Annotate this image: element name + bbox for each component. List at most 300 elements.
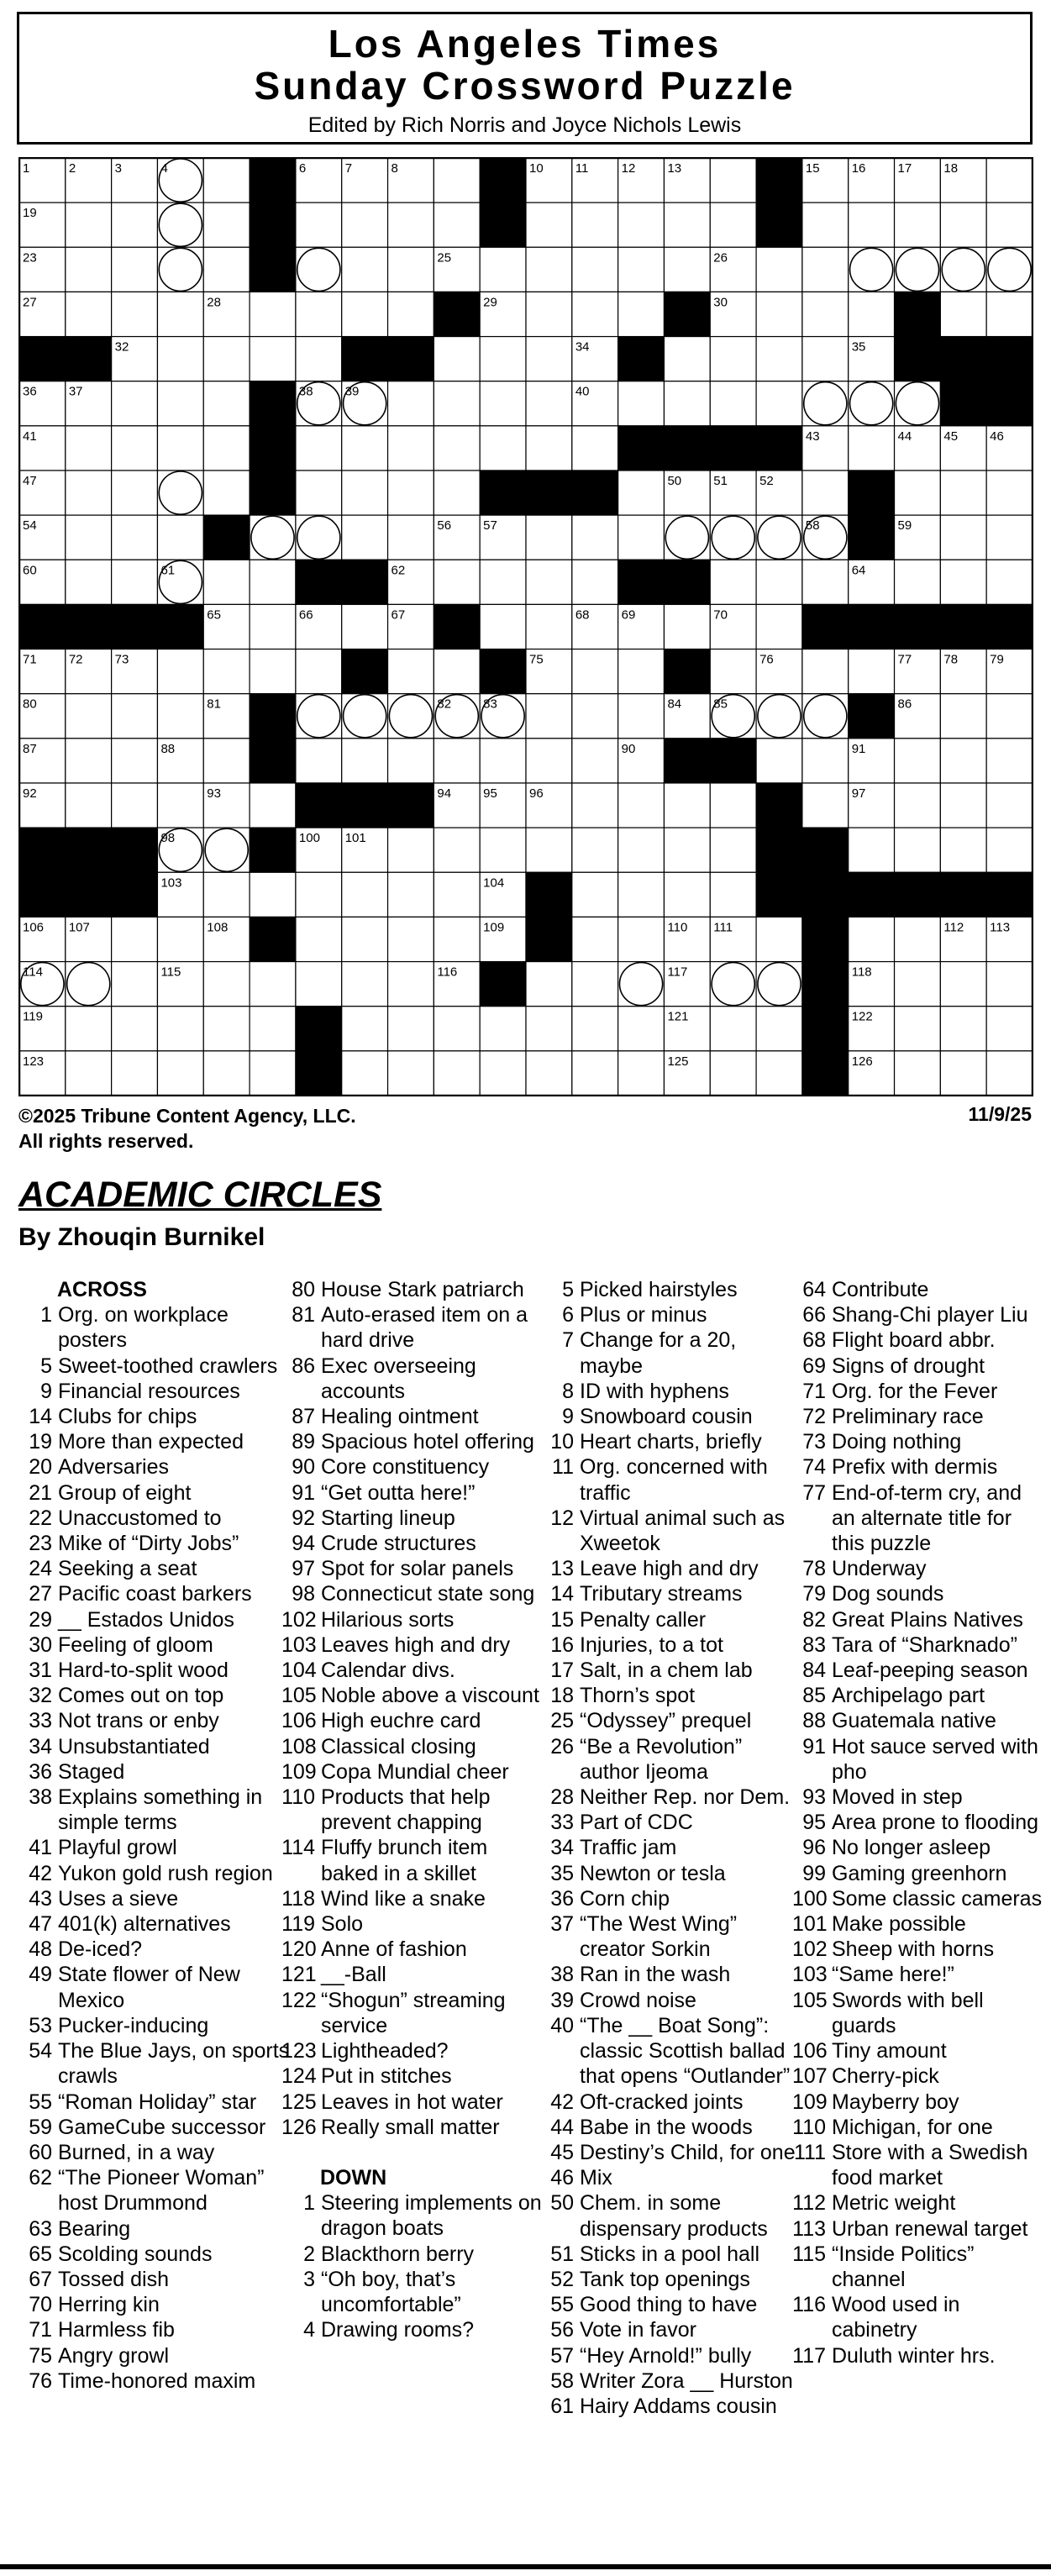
grid-cell[interactable] bbox=[710, 828, 756, 872]
grid-cell[interactable] bbox=[434, 649, 480, 694]
grid-cell[interactable] bbox=[66, 202, 112, 247]
grid-cell[interactable] bbox=[526, 515, 572, 560]
grid-cell[interactable] bbox=[342, 426, 388, 471]
grid-cell[interactable] bbox=[66, 694, 112, 739]
grid-cell[interactable] bbox=[526, 604, 572, 649]
grid-cell[interactable] bbox=[480, 1007, 526, 1051]
grid-cell[interactable] bbox=[388, 202, 434, 247]
grid-cell[interactable] bbox=[986, 202, 1033, 247]
grid-cell[interactable] bbox=[342, 962, 388, 1007]
grid-cell[interactable] bbox=[480, 1051, 526, 1096]
black-square bbox=[19, 337, 66, 381]
grid-cell[interactable] bbox=[250, 1007, 296, 1051]
grid-cell[interactable] bbox=[618, 649, 665, 694]
grid-cell[interactable] bbox=[342, 694, 388, 739]
grid-cell[interactable] bbox=[895, 917, 941, 961]
grid-cell[interactable] bbox=[250, 604, 296, 649]
grid-cell[interactable] bbox=[296, 649, 342, 694]
clue-text: Bearing bbox=[58, 2216, 131, 2241]
grid-cell[interactable] bbox=[157, 292, 203, 336]
grid-cell[interactable] bbox=[618, 694, 665, 739]
grid-cell[interactable] bbox=[112, 202, 158, 247]
grid-cell[interactable] bbox=[526, 1051, 572, 1096]
grid-cell[interactable] bbox=[710, 1051, 756, 1096]
grid-cell[interactable] bbox=[986, 1051, 1033, 1096]
grid-cell[interactable] bbox=[203, 560, 250, 604]
grid-cell[interactable] bbox=[756, 515, 802, 560]
grid-cell[interactable] bbox=[802, 337, 849, 381]
grid-cell[interactable] bbox=[157, 426, 203, 471]
grid-cell[interactable] bbox=[618, 292, 665, 336]
grid-cell[interactable] bbox=[296, 202, 342, 247]
clue-item bbox=[540, 1379, 801, 1404]
clue-item bbox=[792, 1379, 1044, 1404]
grid-cell[interactable] bbox=[986, 560, 1033, 604]
grid-cell[interactable] bbox=[756, 560, 802, 604]
grid-cell[interactable] bbox=[986, 247, 1033, 292]
grid-cell[interactable] bbox=[618, 515, 665, 560]
grid-cell[interactable] bbox=[618, 872, 665, 917]
clue-text: “Get outta here!” bbox=[321, 1480, 476, 1505]
grid-cell[interactable] bbox=[986, 962, 1033, 1007]
grid-cell[interactable] bbox=[157, 381, 203, 426]
grid-cell[interactable] bbox=[112, 1007, 158, 1051]
grid-cell[interactable] bbox=[250, 872, 296, 917]
grid-cell[interactable] bbox=[986, 515, 1033, 560]
grid-cell[interactable] bbox=[157, 337, 203, 381]
grid-cell[interactable] bbox=[157, 515, 203, 560]
grid-cell[interactable] bbox=[618, 962, 665, 1007]
grid-cell[interactable] bbox=[664, 202, 710, 247]
grid-cell[interactable] bbox=[434, 337, 480, 381]
grid-cell[interactable] bbox=[203, 471, 250, 515]
grid-cell[interactable] bbox=[940, 202, 986, 247]
grid-cell[interactable] bbox=[849, 828, 895, 872]
grid-cell[interactable] bbox=[203, 1007, 250, 1051]
grid-cell[interactable] bbox=[895, 962, 941, 1007]
grid-cell[interactable] bbox=[618, 828, 665, 872]
grid-cell[interactable] bbox=[849, 917, 895, 961]
grid-cell[interactable] bbox=[250, 783, 296, 828]
grid-cell[interactable] bbox=[342, 471, 388, 515]
grid-cell[interactable] bbox=[802, 783, 849, 828]
crossword-grid[interactable] bbox=[18, 157, 1033, 1096]
grid-cell[interactable] bbox=[756, 1007, 802, 1051]
grid-cell[interactable] bbox=[66, 515, 112, 560]
clue-item bbox=[281, 1734, 550, 1759]
grid-cell[interactable] bbox=[802, 560, 849, 604]
grid-cell[interactable] bbox=[388, 828, 434, 872]
grid-cell[interactable] bbox=[710, 560, 756, 604]
grid-cell[interactable] bbox=[342, 1051, 388, 1096]
grid-cell[interactable] bbox=[756, 292, 802, 336]
grid-cell[interactable] bbox=[342, 515, 388, 560]
grid-cell[interactable] bbox=[66, 426, 112, 471]
clue-text: Great Plains Natives bbox=[832, 1607, 1023, 1632]
grid-cell[interactable] bbox=[157, 1007, 203, 1051]
grid-cell[interactable] bbox=[986, 158, 1033, 202]
grid-cell[interactable] bbox=[572, 694, 618, 739]
grid-cell[interactable] bbox=[296, 694, 342, 739]
grid-cell[interactable] bbox=[526, 381, 572, 426]
clue-item bbox=[792, 2038, 1044, 2063]
grid-cell[interactable] bbox=[342, 1007, 388, 1051]
grid-cell[interactable] bbox=[112, 426, 158, 471]
clue-number: 91 bbox=[802, 1734, 826, 1759]
grid-cell[interactable] bbox=[342, 247, 388, 292]
grid-cell[interactable] bbox=[756, 917, 802, 961]
grid-cell[interactable] bbox=[802, 471, 849, 515]
clue-number: 38 bbox=[550, 1963, 574, 1987]
grid-cell[interactable] bbox=[388, 515, 434, 560]
grid-cell[interactable] bbox=[572, 828, 618, 872]
grid-cell[interactable] bbox=[388, 649, 434, 694]
grid-cell[interactable] bbox=[480, 426, 526, 471]
grid-cell[interactable] bbox=[849, 381, 895, 426]
grid-cell[interactable] bbox=[710, 337, 756, 381]
grid-cell[interactable] bbox=[710, 202, 756, 247]
grid-cell[interactable] bbox=[388, 1051, 434, 1096]
grid-cell[interactable] bbox=[203, 337, 250, 381]
grid-cell[interactable] bbox=[618, 202, 665, 247]
grid-cell[interactable] bbox=[986, 471, 1033, 515]
grid-cell[interactable] bbox=[895, 828, 941, 872]
grid-cell[interactable] bbox=[802, 247, 849, 292]
grid-cell[interactable] bbox=[710, 783, 756, 828]
grid-cell[interactable] bbox=[940, 694, 986, 739]
grid-cell[interactable] bbox=[157, 917, 203, 961]
grid-cell[interactable] bbox=[710, 515, 756, 560]
grid-cell[interactable] bbox=[895, 247, 941, 292]
grid-cell[interactable] bbox=[203, 158, 250, 202]
grid-cell[interactable] bbox=[157, 1051, 203, 1096]
grid-cell[interactable] bbox=[664, 381, 710, 426]
grid-cell[interactable] bbox=[112, 962, 158, 1007]
grid-cell[interactable] bbox=[203, 1051, 250, 1096]
grid-cell[interactable] bbox=[203, 247, 250, 292]
grid-cell[interactable] bbox=[895, 202, 941, 247]
grid-cell[interactable] bbox=[986, 292, 1033, 336]
grid-cell[interactable] bbox=[434, 471, 480, 515]
grid-cell[interactable] bbox=[66, 471, 112, 515]
grid-cell[interactable] bbox=[388, 739, 434, 783]
grid-cell[interactable] bbox=[112, 783, 158, 828]
grid-cell[interactable] bbox=[802, 202, 849, 247]
grid-cell[interactable] bbox=[572, 292, 618, 336]
grid-cell[interactable] bbox=[112, 292, 158, 336]
grid-cell[interactable] bbox=[526, 292, 572, 336]
grid-cell[interactable] bbox=[112, 381, 158, 426]
grid-cell[interactable] bbox=[710, 381, 756, 426]
grid-cell[interactable] bbox=[756, 962, 802, 1007]
grid-cell[interactable] bbox=[203, 739, 250, 783]
grid-cell[interactable] bbox=[66, 247, 112, 292]
grid-cell[interactable] bbox=[895, 560, 941, 604]
grid-cell[interactable] bbox=[664, 872, 710, 917]
grid-cell[interactable] bbox=[66, 783, 112, 828]
grid-cell[interactable] bbox=[296, 471, 342, 515]
grid-cell[interactable] bbox=[895, 381, 941, 426]
grid-cell[interactable] bbox=[802, 649, 849, 694]
grid-cell[interactable] bbox=[203, 649, 250, 694]
grid-cell[interactable] bbox=[203, 426, 250, 471]
grid-cell[interactable] bbox=[388, 381, 434, 426]
grid-cell[interactable] bbox=[250, 560, 296, 604]
clue-number: 30 bbox=[29, 1632, 52, 1657]
grid-cell[interactable] bbox=[802, 292, 849, 336]
grid-cell[interactable] bbox=[157, 202, 203, 247]
grid-cell[interactable] bbox=[66, 292, 112, 336]
grid-cell[interactable] bbox=[940, 471, 986, 515]
grid-cell[interactable] bbox=[572, 783, 618, 828]
grid-cell[interactable] bbox=[664, 337, 710, 381]
grid-cell[interactable] bbox=[710, 1007, 756, 1051]
cell-number: 6 bbox=[298, 161, 307, 176]
down-heading: DOWN bbox=[320, 2165, 387, 2190]
clue-number: 49 bbox=[29, 1963, 52, 1987]
grid-cell[interactable] bbox=[203, 202, 250, 247]
grid-cell[interactable] bbox=[203, 962, 250, 1007]
grid-cell[interactable] bbox=[895, 783, 941, 828]
grid-cell[interactable] bbox=[342, 202, 388, 247]
grid-cell[interactable] bbox=[434, 426, 480, 471]
grid-cell[interactable] bbox=[895, 1007, 941, 1051]
grid-cell[interactable] bbox=[526, 1007, 572, 1051]
grid-cell[interactable] bbox=[112, 515, 158, 560]
grid-cell[interactable] bbox=[388, 247, 434, 292]
grid-cell[interactable] bbox=[434, 872, 480, 917]
grid-cell[interactable] bbox=[756, 381, 802, 426]
grid-cell[interactable] bbox=[388, 962, 434, 1007]
grid-cell[interactable] bbox=[756, 247, 802, 292]
grid-cell[interactable] bbox=[940, 828, 986, 872]
grid-cell[interactable] bbox=[342, 604, 388, 649]
grid-cell[interactable] bbox=[849, 292, 895, 336]
grid-cell[interactable] bbox=[296, 739, 342, 783]
grid-cell[interactable] bbox=[388, 917, 434, 961]
grid-cell[interactable] bbox=[296, 426, 342, 471]
grid-cell[interactable] bbox=[434, 739, 480, 783]
grid-cell[interactable] bbox=[296, 962, 342, 1007]
grid-cell[interactable] bbox=[480, 560, 526, 604]
puzzle-series-title: Sunday Crossword Puzzle bbox=[254, 64, 796, 108]
grid-cell[interactable] bbox=[572, 560, 618, 604]
grid-cell[interactable] bbox=[203, 828, 250, 872]
grid-cell[interactable] bbox=[572, 202, 618, 247]
grid-cell[interactable] bbox=[112, 694, 158, 739]
grid-cell[interactable] bbox=[388, 471, 434, 515]
grid-cell[interactable] bbox=[480, 381, 526, 426]
grid-cell[interactable] bbox=[986, 694, 1033, 739]
grid-cell[interactable] bbox=[480, 739, 526, 783]
grid-cell[interactable] bbox=[342, 739, 388, 783]
grid-cell[interactable] bbox=[618, 1007, 665, 1051]
grid-cell[interactable] bbox=[618, 381, 665, 426]
grid-cell[interactable] bbox=[572, 962, 618, 1007]
grid-cell[interactable] bbox=[434, 158, 480, 202]
grid-cell[interactable] bbox=[434, 828, 480, 872]
grid-cell[interactable] bbox=[434, 1051, 480, 1096]
grid-cell[interactable] bbox=[710, 962, 756, 1007]
grid-cell[interactable] bbox=[756, 337, 802, 381]
grid-cell[interactable] bbox=[66, 1007, 112, 1051]
grid-cell[interactable] bbox=[572, 872, 618, 917]
black-square bbox=[296, 560, 342, 604]
grid-cell[interactable] bbox=[849, 247, 895, 292]
grid-cell[interactable] bbox=[756, 739, 802, 783]
grid-cell[interactable] bbox=[572, 739, 618, 783]
grid-cell[interactable] bbox=[112, 560, 158, 604]
grid-cell[interactable] bbox=[250, 1051, 296, 1096]
grid-cell[interactable] bbox=[572, 426, 618, 471]
grid-cell[interactable] bbox=[526, 962, 572, 1007]
grid-cell[interactable] bbox=[618, 1051, 665, 1096]
grid-cell[interactable] bbox=[112, 917, 158, 961]
grid-cell[interactable] bbox=[572, 515, 618, 560]
grid-cell[interactable] bbox=[526, 426, 572, 471]
grid-cell[interactable] bbox=[296, 292, 342, 336]
grid-cell[interactable] bbox=[572, 649, 618, 694]
grid-cell[interactable] bbox=[940, 962, 986, 1007]
grid-cell[interactable] bbox=[434, 202, 480, 247]
grid-cell[interactable] bbox=[112, 247, 158, 292]
grid-cell[interactable] bbox=[710, 158, 756, 202]
grid-cell[interactable] bbox=[250, 515, 296, 560]
grid-cell[interactable] bbox=[296, 872, 342, 917]
clue-number: 120 bbox=[281, 1937, 317, 1962]
cell-number: 19 bbox=[23, 206, 37, 221]
grid-cell[interactable] bbox=[434, 1007, 480, 1051]
grid-cell[interactable] bbox=[940, 1007, 986, 1051]
grid-cell[interactable] bbox=[342, 872, 388, 917]
grid-cell[interactable] bbox=[986, 783, 1033, 828]
grid-cell[interactable] bbox=[526, 202, 572, 247]
grid-cell[interactable] bbox=[66, 1051, 112, 1096]
grid-cell[interactable] bbox=[802, 739, 849, 783]
grid-cell[interactable] bbox=[756, 604, 802, 649]
grid-cell[interactable] bbox=[388, 694, 434, 739]
grid-cell[interactable] bbox=[618, 247, 665, 292]
grid-cell[interactable] bbox=[157, 783, 203, 828]
grid-cell[interactable] bbox=[434, 917, 480, 961]
grid-cell[interactable] bbox=[250, 337, 296, 381]
grid-cell[interactable] bbox=[66, 739, 112, 783]
grid-cell[interactable] bbox=[388, 426, 434, 471]
grid-cell[interactable] bbox=[940, 739, 986, 783]
grid-cell[interactable] bbox=[986, 828, 1033, 872]
grid-cell[interactable] bbox=[664, 247, 710, 292]
grid-cell[interactable] bbox=[940, 783, 986, 828]
grid-cell[interactable] bbox=[618, 783, 665, 828]
grid-cell[interactable] bbox=[203, 381, 250, 426]
grid-cell[interactable] bbox=[940, 292, 986, 336]
grid-cell[interactable] bbox=[986, 1007, 1033, 1051]
grid-cell[interactable] bbox=[940, 515, 986, 560]
grid-cell[interactable] bbox=[572, 917, 618, 961]
grid-cell[interactable] bbox=[480, 247, 526, 292]
grid-cell[interactable] bbox=[849, 426, 895, 471]
grid-cell[interactable] bbox=[895, 739, 941, 783]
grid-cell[interactable] bbox=[480, 828, 526, 872]
grid-cell[interactable] bbox=[802, 381, 849, 426]
grid-cell[interactable] bbox=[296, 247, 342, 292]
grid-cell[interactable] bbox=[157, 247, 203, 292]
grid-cell[interactable] bbox=[895, 471, 941, 515]
grid-cell[interactable] bbox=[849, 202, 895, 247]
grid-cell[interactable] bbox=[526, 560, 572, 604]
grid-cell[interactable] bbox=[664, 828, 710, 872]
grid-cell[interactable] bbox=[756, 694, 802, 739]
grid-cell[interactable] bbox=[986, 739, 1033, 783]
grid-cell[interactable] bbox=[526, 828, 572, 872]
grid-cell[interactable] bbox=[572, 247, 618, 292]
grid-cell[interactable] bbox=[480, 604, 526, 649]
grid-cell[interactable] bbox=[250, 649, 296, 694]
grid-cell[interactable] bbox=[895, 1051, 941, 1096]
grid-cell[interactable] bbox=[849, 649, 895, 694]
grid-cell[interactable] bbox=[296, 515, 342, 560]
grid-cell[interactable] bbox=[112, 739, 158, 783]
grid-cell[interactable] bbox=[572, 1051, 618, 1096]
grid-cell[interactable] bbox=[710, 872, 756, 917]
black-square bbox=[802, 1007, 849, 1051]
grid-cell[interactable] bbox=[296, 917, 342, 961]
grid-cell[interactable] bbox=[940, 560, 986, 604]
grid-cell[interactable] bbox=[250, 962, 296, 1007]
clue-item bbox=[540, 2317, 801, 2342]
grid-cell[interactable] bbox=[342, 292, 388, 336]
grid-cell[interactable] bbox=[526, 337, 572, 381]
grid-cell[interactable] bbox=[157, 471, 203, 515]
grid-cell[interactable] bbox=[388, 1007, 434, 1051]
grid-cell[interactable] bbox=[756, 1051, 802, 1096]
grid-cell[interactable] bbox=[388, 872, 434, 917]
grid-cell[interactable] bbox=[664, 515, 710, 560]
grid-cell[interactable] bbox=[112, 1051, 158, 1096]
grid-cell[interactable] bbox=[250, 292, 296, 336]
grid-cell[interactable] bbox=[710, 649, 756, 694]
grid-cell[interactable] bbox=[664, 604, 710, 649]
grid-cell[interactable] bbox=[342, 917, 388, 961]
clue-number: 109 bbox=[792, 2090, 828, 2114]
grid-cell[interactable] bbox=[526, 694, 572, 739]
grid-cell[interactable] bbox=[434, 381, 480, 426]
grid-cell[interactable] bbox=[157, 649, 203, 694]
grid-cell[interactable] bbox=[480, 337, 526, 381]
grid-cell[interactable] bbox=[112, 471, 158, 515]
grid-cell[interactable] bbox=[526, 739, 572, 783]
grid-cell[interactable] bbox=[203, 872, 250, 917]
grid-cell[interactable] bbox=[157, 694, 203, 739]
grid-cell[interactable] bbox=[618, 917, 665, 961]
cell-number: 60 bbox=[23, 563, 37, 578]
grid-cell[interactable] bbox=[572, 1007, 618, 1051]
grid-cell[interactable] bbox=[526, 247, 572, 292]
grid-cell[interactable] bbox=[618, 471, 665, 515]
clue-number: 13 bbox=[550, 1557, 574, 1581]
grid-cell[interactable] bbox=[388, 292, 434, 336]
clue-item bbox=[281, 1404, 550, 1429]
grid-cell[interactable] bbox=[940, 1051, 986, 1096]
grid-cell[interactable] bbox=[66, 962, 112, 1007]
cell-number: 58 bbox=[805, 518, 820, 534]
grid-cell[interactable] bbox=[296, 337, 342, 381]
grid-cell[interactable] bbox=[434, 560, 480, 604]
grid-cell[interactable] bbox=[802, 694, 849, 739]
grid-cell[interactable] bbox=[940, 247, 986, 292]
grid-cell[interactable] bbox=[66, 560, 112, 604]
grid-cell[interactable] bbox=[664, 783, 710, 828]
